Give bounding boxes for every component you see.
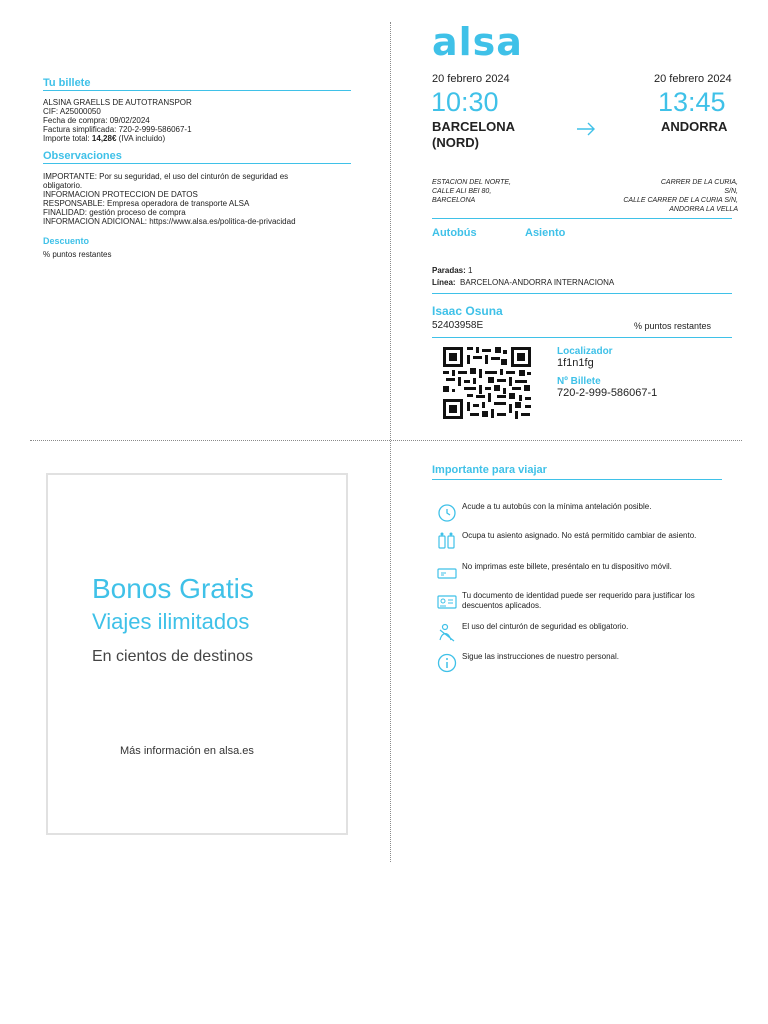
tip-text: No imprimas este billete, preséntalo en tu dispositivo móvil.: [462, 562, 672, 571]
id-card-icon: [436, 591, 458, 613]
observation-line: INFORMACION PROTECCION DE DATOS: [43, 190, 198, 199]
departure-city-line2: (NORD): [432, 135, 479, 150]
promo-box: [46, 473, 348, 835]
observation-line: RESPONSABLE: Empresa operadora de transporte ALSA: [43, 199, 250, 208]
divider: [43, 90, 351, 91]
promo-subtitle: Viajes ilimitados: [92, 609, 250, 634]
total: [43, 134, 192, 143]
arrival-time: 13:45: [658, 87, 726, 117]
promo-title: Bonos Gratis: [92, 573, 254, 604]
arrival-city: ANDORRA: [661, 119, 728, 134]
observation-line: INFORMACION ADICIONAL: https://www.alsa.es/politica-de-privacidad: [43, 217, 296, 226]
departure-time: 10:30: [431, 87, 499, 117]
address-line: CALLE ALI BEI 80,: [432, 188, 492, 195]
total-value: 14,28€: [91, 134, 117, 143]
promo-more-info: Más información en alsa.es: [120, 745, 254, 757]
address-line: S/N,: [724, 188, 738, 195]
ticket-icon: [436, 562, 458, 584]
tip-text: Sigue las instrucciones de nuestro personal.: [462, 652, 619, 661]
invoice: Factura simplificada: 720-2-999-586067-1: [43, 125, 192, 134]
locator-value: 1f1n1fg: [557, 357, 594, 369]
ticket-number-value: 720-2-999-586067-1: [557, 387, 658, 399]
stops: [432, 266, 472, 275]
passenger-name: Isaac Osuna: [432, 304, 503, 318]
tip-text: Tu documento de identidad puede ser requerido para justificar los descuentos aplicados.: [462, 591, 695, 610]
address-line: BARCELONA: [432, 197, 476, 204]
tips-title: Importante para viajar: [432, 464, 547, 476]
seat-label: Asiento: [525, 227, 566, 239]
tip-text: Acude a tu autobús con la mínima antelación posible.: [462, 502, 652, 511]
tip-text: Ocupa tu asiento asignado. No está permitido cambiar de asiento.: [462, 531, 697, 540]
departure-city-line1: BARCELONA: [432, 119, 516, 134]
observation-line: IMPORTANTE: Por su seguridad, el uso del cinturón de seguridad es: [43, 172, 289, 181]
line: [432, 278, 614, 287]
observations-text: [43, 172, 343, 226]
seat-icon: [436, 531, 458, 553]
address-line: CALLE CARRER DE LA CURIA S/N,: [623, 197, 738, 204]
address-line: ESTACION DEL NORTE,: [432, 179, 511, 186]
divider: [432, 337, 732, 338]
address-line: ANDORRA LA VELLA: [669, 206, 738, 213]
stops-value: 1: [468, 266, 473, 275]
locator-label: Localizador: [557, 346, 613, 357]
divider: [432, 218, 732, 219]
seatbelt-icon: [436, 622, 458, 644]
departure-city: [432, 119, 515, 151]
total-label: Importe total:: [43, 134, 92, 143]
stops-label: Paradas:: [432, 266, 466, 275]
info-icon: [436, 652, 458, 674]
ticket-info: [43, 98, 192, 143]
alsa-logo: alsa: [432, 20, 523, 64]
arrival-date: 20 febrero 2024: [654, 73, 732, 85]
company: ALSINA GRAELLS DE AUTOTRANSPOR: [43, 98, 192, 107]
divider: [43, 163, 351, 164]
discount-text: % puntos restantes: [43, 250, 112, 259]
bus-label: Autobús: [432, 227, 477, 239]
clock-icon: [436, 502, 458, 524]
arrow-right-icon: [575, 121, 597, 142]
arrival-address: [623, 178, 738, 214]
horizontal-fold-line: [30, 440, 742, 441]
address-line: CARRER DE LA CURIA,: [660, 179, 738, 186]
ticket-section-title: Tu billete: [43, 77, 91, 89]
observations-title: Observaciones: [43, 150, 122, 162]
promo-tagline: En cientos de destinos: [92, 648, 253, 665]
ticket-number-label: Nº Billete: [557, 376, 601, 387]
observation-line: obligatorio.: [43, 181, 83, 190]
tip-text: El uso del cinturón de seguridad es obligatorio.: [462, 622, 629, 631]
departure-address: [432, 178, 511, 205]
cif: CIF: A25000050: [43, 107, 101, 116]
purchase-date: Fecha de compra: 09/02/2024: [43, 116, 150, 125]
divider: [432, 293, 732, 294]
qr-code: [443, 347, 531, 419]
line-label: Línea:: [432, 278, 456, 287]
line-value: BARCELONA-ANDORRA INTERNACIONA: [460, 278, 615, 287]
vertical-fold-line: [390, 22, 391, 862]
divider: [432, 479, 722, 480]
observation-line: FINALIDAD: gestión proceso de compra: [43, 208, 186, 217]
discount-title: Descuento: [43, 236, 90, 246]
passenger-document: 52403958E: [432, 320, 484, 331]
passenger-points: % puntos restantes: [634, 321, 712, 331]
total-suffix: (IVA incluido): [116, 134, 166, 143]
departure-date: 20 febrero 2024: [432, 73, 510, 85]
